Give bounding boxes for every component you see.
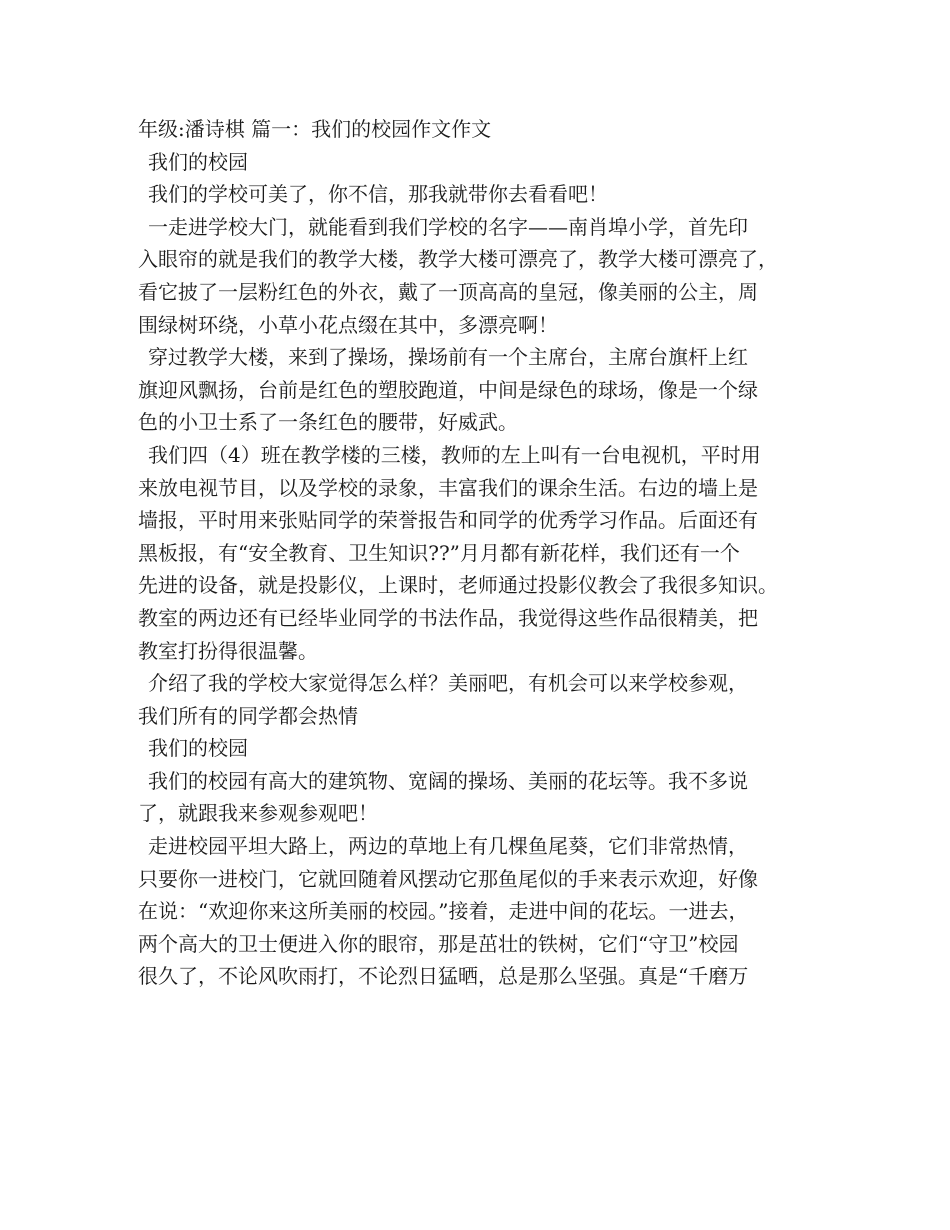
text-line: 来放电视节目，以及学校的录象，丰富我们的课余生活。右边的墙上是 bbox=[138, 475, 758, 500]
heading-line: 年级:潘诗棋 篇一：我们的校园作文作文 bbox=[138, 117, 492, 141]
section-title: 我们的校园 bbox=[148, 149, 248, 174]
text-line: 在说：“欢迎你来这所美丽的校园。”接着，走进中间的花坛。一进去， bbox=[138, 899, 749, 924]
text-line: 入眼帘的就是我们的教学大楼，教学大楼可漂亮了，教学大楼可漂亮了， bbox=[138, 247, 778, 272]
text-line: 墙报，平时用来张贴同学的荣誉报告和同学的优秀学习作品。后面还有 bbox=[138, 508, 758, 533]
text-line: 黑板报，有“安全教育、卫生知识??”月月都有新花样，我们还有一个 bbox=[138, 540, 740, 565]
text-line: 围绿树环绕，小草小花点缀在其中，多漂亮啊！ bbox=[138, 312, 558, 337]
text-line: 我们的校园有高大的建筑物、宽阔的操场、美丽的花坛等。我不多说 bbox=[148, 768, 748, 793]
text-line: 只要你一进校门，它就回随着风摆动它那鱼尾似的手来表示欢迎，好像 bbox=[138, 866, 758, 891]
section-title: 我们的校园 bbox=[148, 736, 248, 761]
text-line: 两个高大的卫士便进入你的眼帘，那是茁壮的铁树，它们“守卫”校园 bbox=[138, 931, 739, 956]
text-line: 教室的两边还有已经毕业同学的书法作品，我觉得这些作品很精美，把 bbox=[138, 605, 758, 630]
text-line: 教室打扮得很温馨。 bbox=[138, 638, 318, 663]
text-line: 我们的学校可美了，你不信，那我就带你去看看吧！ bbox=[148, 182, 608, 207]
text-line: 穿过教学大楼，来到了操场，操场前有一个主席台，主席台旗杆上红 bbox=[148, 345, 748, 370]
text-line: 色的小卫士系了一条红色的腰带，好威武。 bbox=[138, 410, 518, 435]
text-line: 了，就跟我来参观参观吧！ bbox=[138, 801, 378, 826]
text-line: 介绍了我的学校大家觉得怎么样？美丽吧，有机会可以来学校参观， bbox=[148, 671, 748, 696]
text-line: 走进校园平坦大路上，两边的草地上有几棵鱼尾葵，它们非常热情， bbox=[148, 834, 748, 859]
document-page bbox=[138, 113, 828, 993]
text-line: 看它披了一层粉红色的外衣，戴了一顶高高的皇冠，像美丽的公主，周 bbox=[138, 279, 758, 304]
text-line: 我们所有的同学都会热情 bbox=[138, 703, 358, 728]
text-line: 先进的设备，就是投影仪，上课时，老师通过投影仪教会了我很多知识。 bbox=[138, 573, 778, 598]
text-line: 旗迎风飘扬，台前是红色的塑胶跑道，中间是绿色的球场，像是一个绿 bbox=[138, 377, 758, 402]
text-line: 我们四（4）班在教学楼的三楼，教师的左上叫有一台电视机，平时用 bbox=[148, 442, 761, 467]
text-line: 一走进学校大门，就能看到我们学校的名字——南肖埠小学，首先印 bbox=[148, 214, 748, 239]
text-line: 很久了，不论风吹雨打，不论烈日猛晒，总是那么坚强。真是“千磨万 bbox=[138, 964, 749, 989]
